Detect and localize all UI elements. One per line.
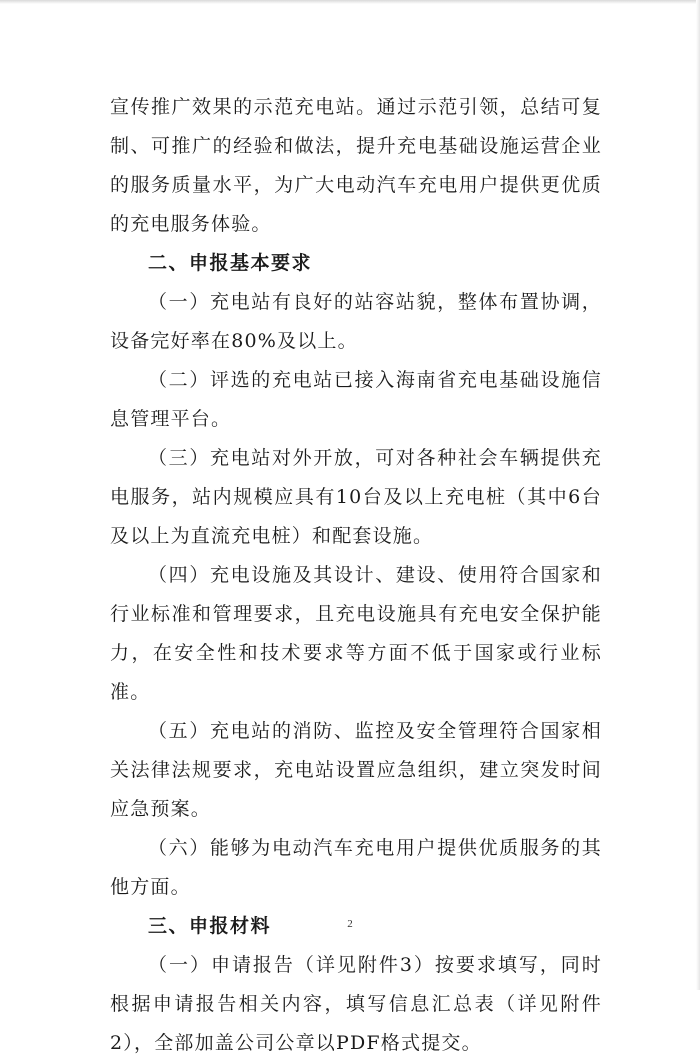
requirement-item-6: （六）能够为电动汽车充电用户提供优质服务的其他方面。 (110, 837, 602, 898)
scan-edge-right (696, 0, 700, 990)
intro-paragraph: 宣传推广效果的示范充电站。通过示范引领，总结可复制、可推广的经验和做法，提升充电基础设施运营企业的服务质量水平，为广大电动汽车充电用户提供更优质的充电服务体验。 (110, 96, 602, 235)
requirement-item-3: （三）充电站对外开放，可对各种社会车辆提供充电服务，站内规模应具有10台及以上充电桩（其中6台及以上为直流充电桩）和配套设施。 (110, 447, 602, 547)
requirement-item-2: （二）评选的充电站已接入海南省充电基础设施信息管理平台。 (110, 369, 602, 430)
requirement-item-1: （一）充电站有良好的站容站貌，整体布置协调，设备完好率在80%及以上。 (110, 291, 602, 352)
requirement-item-5: （五）充电站的消防、监控及安全管理符合国家相关法律法规要求，充电站设置应急组织，建立突发时间应急预案。 (110, 720, 602, 820)
document-body (110, 88, 602, 1063)
section-heading-requirements: 二、申报基本要求 (148, 252, 313, 274)
requirement-item-4: （四）充电设施及其设计、建设、使用符合国家和行业标准和管理要求，且充电设施具有充电安全保护能力，在安全性和技术要求等方面不低于国家或行业标准。 (110, 564, 602, 703)
section-heading-materials: 三、申报材料 (148, 915, 272, 937)
page-number: 2 (347, 918, 353, 930)
scan-edge-top (0, 0, 700, 4)
materials-item-1: （一）申请报告（详见附件3）按要求填写，同时根据申请报告相关内容，填写信息汇总表（详见附件2），全部加盖公司公章以PDF格式提交。 (110, 954, 602, 1054)
